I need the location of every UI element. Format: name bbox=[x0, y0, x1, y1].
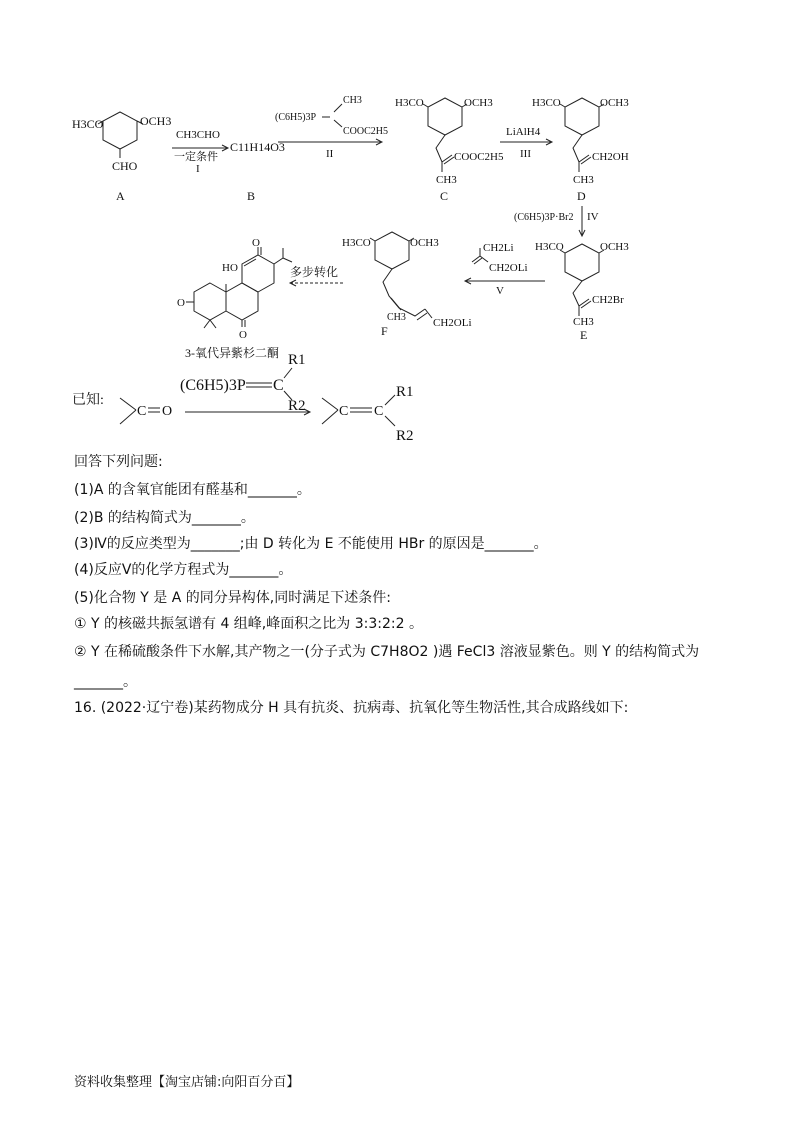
synthesis-scheme bbox=[0, 0, 800, 450]
product-oxo-bottom: O bbox=[239, 329, 247, 341]
e-bromide: CH2Br bbox=[592, 294, 624, 306]
known-r1-product: R1 bbox=[396, 384, 414, 400]
question-1: (1)A 的含氧官能团有醛基和_______。 bbox=[74, 482, 311, 498]
f-left-substituent: H3CO bbox=[342, 237, 371, 249]
carbonyl-carbon: C bbox=[137, 404, 147, 419]
step-4-arrow bbox=[514, 206, 599, 236]
product-name: 3-氧代异紫杉二酮 bbox=[185, 346, 279, 360]
d-methyl: CH3 bbox=[573, 174, 594, 186]
step-5-arrow bbox=[465, 242, 545, 297]
multistep-label: 多步转化 bbox=[290, 265, 339, 279]
step-1-reagent: CH3CHO bbox=[176, 129, 221, 141]
product-oxo-top: O bbox=[252, 237, 260, 249]
step-2-reagent-a: (C6H5)3P bbox=[275, 112, 317, 123]
step-2-reagent-b: CH3 bbox=[343, 95, 362, 106]
carbonyl-oxygen: O bbox=[162, 404, 173, 419]
step-5-number: V bbox=[496, 285, 504, 297]
step-5-reagent-b: CH2OLi bbox=[489, 262, 528, 274]
f-methyl: CH3 bbox=[387, 312, 406, 323]
step-1-arrow bbox=[172, 129, 228, 175]
e-right-substituent: OCH3 bbox=[600, 241, 629, 253]
e-methyl: CH3 bbox=[573, 316, 594, 328]
label-c: C bbox=[440, 189, 449, 203]
e-left-substituent: H3CO bbox=[535, 241, 564, 253]
question-16-heading: 16. (2022·辽宁卷)某药物成分 H 具有抗炎、抗病毒、抗氧化等生物活性,其合成路线如下: bbox=[74, 700, 629, 716]
c-methyl: CH3 bbox=[436, 174, 457, 186]
a-bottom-substituent: CHO bbox=[112, 159, 138, 173]
compound-c-structure bbox=[395, 97, 504, 203]
d-left-substituent: H3CO bbox=[532, 97, 561, 109]
known-r1-top: R1 bbox=[288, 352, 306, 368]
step-4-number: IV bbox=[587, 211, 599, 223]
product-structure bbox=[177, 237, 292, 360]
step-2-arrow bbox=[275, 95, 388, 160]
known-label: 已知: bbox=[72, 393, 104, 408]
step-3-arrow bbox=[500, 126, 552, 160]
reagent-carbon: C bbox=[273, 377, 284, 394]
label-a: A bbox=[116, 189, 125, 203]
alkene-carbon-2: C bbox=[374, 404, 384, 419]
known-reaction bbox=[72, 352, 414, 444]
question-3: (3)Ⅳ的反应类型为_______;由 D 转化为 E 不能使用 HBr 的原因是_______。 bbox=[74, 536, 548, 552]
product-hydroxyl: HO bbox=[222, 262, 238, 274]
f-alkoxide: CH2OLi bbox=[433, 317, 472, 329]
label-f: F bbox=[381, 324, 388, 338]
question-4: (4)反应Ⅴ的化学方程式为_______。 bbox=[74, 562, 293, 578]
c-right-substituent: OCH3 bbox=[464, 97, 493, 109]
a-left-substituent: H3CO bbox=[72, 117, 104, 131]
question-5: (5)化合物 Y 是 A 的同分异构体,同时满足下述条件: bbox=[74, 590, 391, 606]
label-e: E bbox=[580, 328, 588, 342]
c-ester: COOC2H5 bbox=[454, 151, 504, 163]
known-r2-product: R2 bbox=[396, 428, 414, 444]
compound-f-structure bbox=[342, 232, 472, 338]
step-2-number: II bbox=[326, 148, 334, 160]
alkene-carbon-1: C bbox=[339, 404, 349, 419]
a-right-substituent: OCH3 bbox=[140, 114, 172, 128]
label-b: B bbox=[247, 189, 256, 203]
product-oxo-left: O bbox=[177, 297, 185, 309]
step-4-reagent: (C6H5)3P·Br2 bbox=[514, 212, 574, 223]
questions-intro: 回答下列问题: bbox=[74, 454, 163, 470]
compound-e-structure bbox=[535, 241, 629, 342]
step-2-reagent-c: COOC2H5 bbox=[343, 126, 389, 137]
footer-note: 资料收集整理【淘宝店铺:向阳百分百】 bbox=[74, 1075, 300, 1090]
step-1-number: I bbox=[196, 163, 200, 175]
question-5-condition-1: ① Y 的核磁共振氢谱有 4 组峰,峰面积之比为 3:3:2:2 。 bbox=[74, 616, 423, 632]
step-5-reagent-a: CH2Li bbox=[483, 242, 514, 254]
compound-d-structure bbox=[532, 97, 629, 203]
step-1-condition: 一定条件 bbox=[174, 151, 218, 163]
step-3-number: III bbox=[520, 148, 531, 160]
step-3-reagent: LiAlH4 bbox=[506, 126, 541, 138]
d-right-substituent: OCH3 bbox=[600, 97, 629, 109]
question-5-condition-2: ② Y 在稀硫酸条件下水解,其产物之一(分子式为 C7H8O2 )遇 FeCl3 溶液显紫色。则 Y 的结构简式为 bbox=[74, 644, 700, 660]
question-2: (2)B 的结构简式为_______。 bbox=[74, 510, 255, 526]
multistep-arrow bbox=[290, 264, 343, 286]
d-alcohol: CH2OH bbox=[592, 151, 629, 163]
c-left-substituent: H3CO bbox=[395, 97, 424, 109]
compound-a-structure bbox=[72, 112, 171, 203]
question-5-answer-blank: _______。 bbox=[74, 674, 137, 690]
known-reagent: (C6H5)3P bbox=[180, 377, 246, 394]
known-r2-top: R2 bbox=[288, 398, 306, 414]
b-formula: C11H14O3 bbox=[230, 140, 285, 154]
label-d: D bbox=[577, 189, 586, 203]
f-right-substituent: OCH3 bbox=[410, 237, 439, 249]
